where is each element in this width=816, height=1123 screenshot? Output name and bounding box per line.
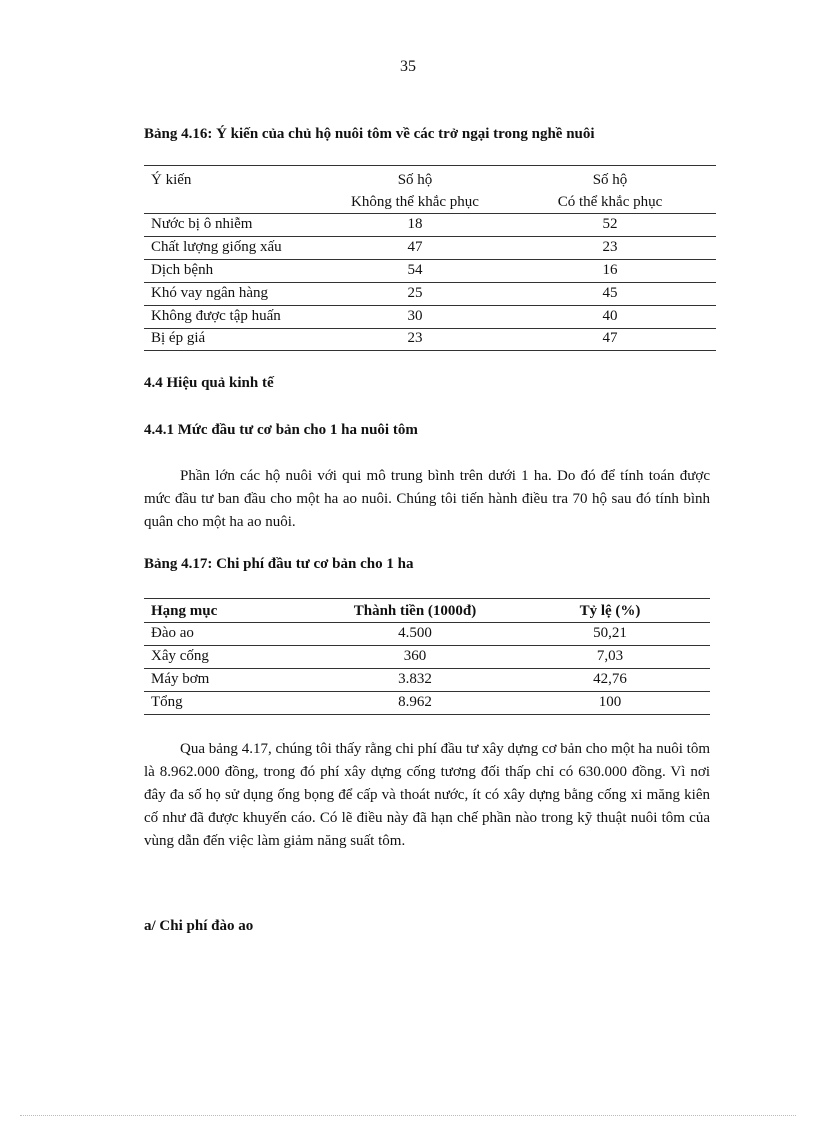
table-row-value: 45 <box>602 285 618 301</box>
table-row-value: 25 <box>407 285 423 301</box>
table-row-value: 7,03 <box>596 648 624 664</box>
table-row-value: 100 <box>598 694 622 710</box>
table-row-value: 18 <box>407 216 423 232</box>
table-row-value: 52 <box>602 216 618 232</box>
table-416-caption: Bảng 4.16: Ý kiến của chủ hộ nuôi tôm về các trở ngại trong nghề nuôi <box>144 126 595 142</box>
section-heading-4-4: 4.4 Hiệu quả kinh tế <box>144 375 274 391</box>
table-row-label: Máy bơm <box>151 671 210 687</box>
table-row-value: 40 <box>602 308 618 324</box>
table-row-value: 30 <box>407 308 423 324</box>
table-416-header-col3-line2: Có thể khắc phục <box>557 194 663 210</box>
table-row-value: 47 <box>407 239 423 255</box>
table-row-value: 16 <box>602 262 618 278</box>
page-number: 35 <box>400 58 416 75</box>
section-heading-4-4-1: 4.4.1 Mức đầu tư cơ bản cho 1 ha nuôi tôm <box>144 422 418 438</box>
table-417-top-rule <box>144 598 710 599</box>
table-row-value: 23 <box>602 239 618 255</box>
table-row-value: 50,21 <box>593 625 627 641</box>
table-row-value: 360 <box>403 648 427 664</box>
table-row-label: Nước bị ô nhiễm <box>151 216 253 232</box>
table-416-header-col2-line2: Không thể khắc phục <box>351 194 479 210</box>
table-417-bottom-rule <box>144 714 710 715</box>
table-416-header-col3-line1: Số hộ <box>592 172 628 188</box>
paragraph-text: Phần lớn các hộ nuôi với qui mô trung bình trên dưới 1 ha. Do đó để tính toán được mức đầu tư ban đầu cho một ha ao nuôi. Chúng tôi tiến hành điều tra 70 hộ sau đó tính bình quân cho một ha ao nuôi. <box>144 468 710 530</box>
table-417-caption: Bảng 4.17: Chi phí đầu tư cơ bản cho 1 ha <box>144 556 414 572</box>
table-417-header-ratio: Tỷ lệ (%) <box>579 603 641 619</box>
table-row-value: 47 <box>602 330 618 346</box>
table-row-label: Khó vay ngân hàng <box>151 285 269 301</box>
table-417-header-amount: Thành tiền (1000đ) <box>353 603 477 619</box>
paragraph-text: Qua bảng 4.17, chúng tôi thấy rằng chi phí đầu tư xây dựng cơ bản cho một ha nuôi tôm là 8.962.000 đồng, trong đó phí xây dựng cống tương đối thấp chỉ có 630.000 đồng. Vì nơi đây đa số họ sử dụng ống bọng để cấp và thoát nước, ít có xây dựng bằng cống xi măng kiên cố như đã được khuyến cáo. Có lẽ điều này đã hạn chế phần nào trong kỹ thuật nuôi tôm của vùng dẫn đến việc làm giảm năng suất tôm. <box>144 741 710 849</box>
table-row-value: 23 <box>407 330 423 346</box>
table-row-label: Không được tập huấn <box>151 308 281 324</box>
table-row-value: 3.832 <box>398 671 432 687</box>
table-row-label: Chất lượng giống xấu <box>151 239 282 255</box>
table-row-label: Đào ao <box>151 625 194 641</box>
paragraph-analysis <box>144 738 710 853</box>
table-416-bottom-rule <box>144 350 716 351</box>
table-row-value: 4.500 <box>398 625 432 641</box>
table-row-label: Dịch bệnh <box>151 262 214 278</box>
table-row-label: Tổng <box>151 694 183 710</box>
table-416-top-rule <box>144 165 716 166</box>
paragraph-investment-intro <box>144 465 710 534</box>
table-row-value: 8.962 <box>398 694 432 710</box>
section-heading-a: a/ Chi phí đào ao <box>144 918 254 934</box>
table-416-header-opinion: Ý kiến <box>151 172 192 188</box>
table-416-header-col2-line1: Số hộ <box>397 172 433 188</box>
table-row-label: Xây cống <box>151 648 209 664</box>
table-417-header-item: Hạng mục <box>151 603 218 619</box>
table-row-value: 42,76 <box>593 671 627 687</box>
table-row-value: 54 <box>407 262 423 278</box>
page-bottom-border <box>20 1115 796 1116</box>
table-row-label: Bị ép giá <box>151 330 206 346</box>
